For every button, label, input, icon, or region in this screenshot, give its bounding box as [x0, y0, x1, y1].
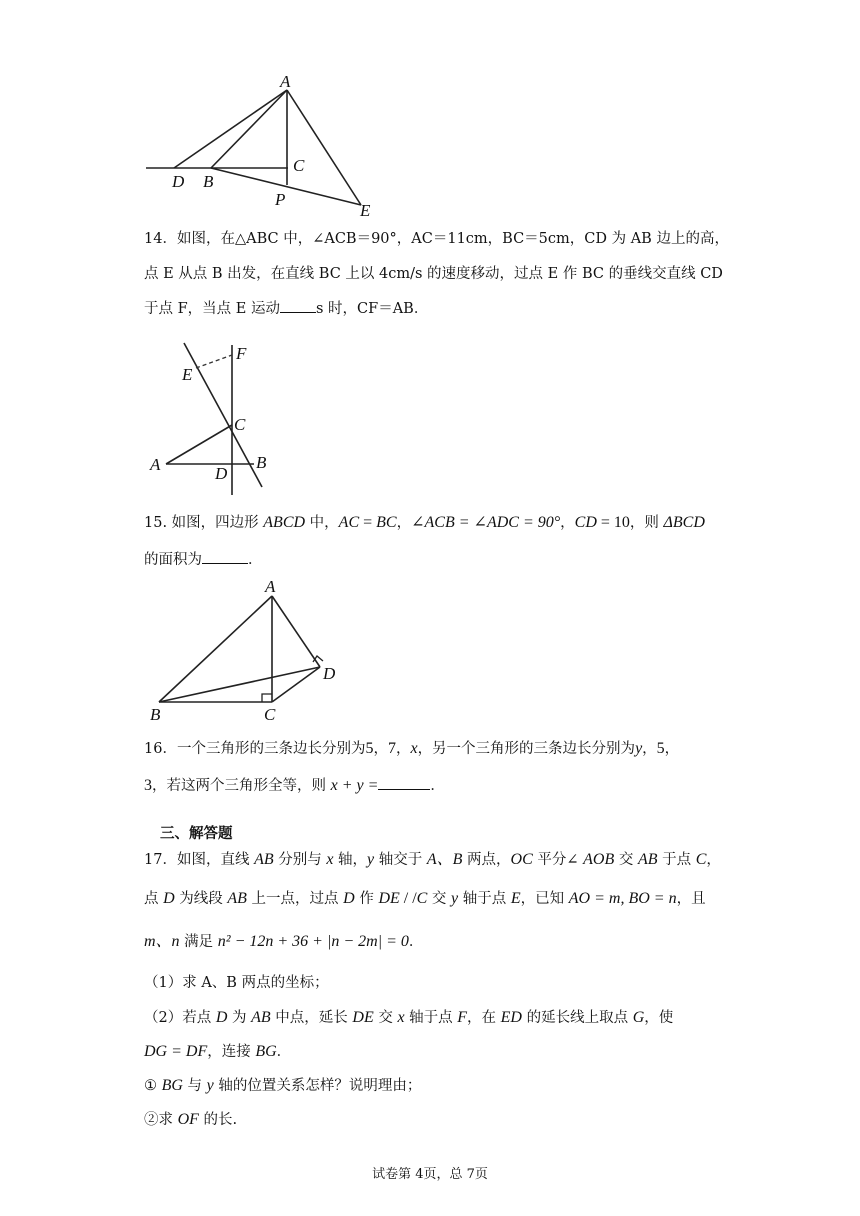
figure-q14	[148, 337, 268, 502]
q14-line-1: 14．如图，在△ABC 中，∠ACB＝90°，AC＝11cm，BC＝5cm，CD 为 AB 边上的高，	[144, 231, 729, 247]
q15-line-1: 15. 如图，四边形 ABCD 中，AC = BC，∠ACB = ∠ADC = 90°，CD = 10，则 ΔBCD	[144, 514, 705, 531]
section-title: 三、解答题	[160, 825, 233, 842]
label-d: D	[323, 664, 336, 683]
label-a: A	[280, 75, 291, 91]
q16-line-1: 16．一个三角形的三条边长分别为5，7，x，另一个三角形的三条边长分别为y，5，	[144, 740, 680, 757]
label-e: E	[360, 201, 371, 220]
label-a: A	[265, 578, 276, 596]
q17-line-3: m、n 满足 n² − 12n + 36 + |n − 2m| = 0．	[144, 933, 424, 950]
label-d: D	[172, 172, 185, 191]
label-c: C	[264, 705, 276, 724]
label-c: C	[293, 156, 305, 175]
label-b: B	[150, 705, 161, 724]
answer-blank-q16[interactable]	[378, 775, 430, 790]
label-b: B	[256, 453, 267, 472]
label-c: C	[234, 415, 246, 434]
label-b: B	[203, 172, 214, 191]
q17-line-1: 17．如图，直线 AB 分别与 x 轴，y 轴交于 A、B 两点，OC 平分∠ AOB 交 AB 于点 C，	[144, 851, 721, 868]
answer-blank-q14[interactable]	[280, 298, 316, 313]
q14-line-3: 于点 F，当点 E 运动 s 时，CF＝AB．	[144, 298, 740, 319]
q15-line-2: 的面积为 ．	[144, 549, 740, 570]
q17-sub-2: （2）若点 D 为 AB 中点，延长 DE 交 x 轴于点 F，在 ED 的延长线上取点 G，使	[144, 1009, 674, 1026]
page-footer: 试卷第 4页，总 7页	[372, 1167, 488, 1182]
label-e: E	[182, 365, 193, 384]
q17-sub-2-ii: ②求 OF 的长.	[144, 1111, 238, 1128]
answer-blank-q15[interactable]	[202, 549, 248, 564]
q17-line-2: 点 D 为线段 AB 上一点，过点 D 作 DE / /C 交 y 轴于点 E，已知 AO = m, BO = n，且	[144, 890, 706, 907]
q17-sub-1: （1）求 A、B 两点的坐标；	[144, 975, 329, 991]
label-a: A	[150, 455, 161, 474]
figure-q15	[145, 578, 355, 726]
label-d: D	[215, 464, 228, 483]
q17-sub-2-i: ① BG 与 y 轴的位置关系怎样？说明理由；	[144, 1077, 422, 1094]
q16-line-2: 3，若这两个三角形全等，则 x + y = ．	[144, 777, 445, 794]
label-f: F	[236, 344, 247, 363]
figure-q13	[140, 75, 390, 220]
q14-line-2: 点 E 从点 B 出发，在直线 BC 上以 4cm/s 的速度移动，过点 E 作 BC 的垂线交直线 CD	[144, 266, 723, 282]
label-p: P	[275, 190, 286, 209]
q17-sub-2-cont: DG = DF，连接 BG．	[144, 1043, 292, 1060]
